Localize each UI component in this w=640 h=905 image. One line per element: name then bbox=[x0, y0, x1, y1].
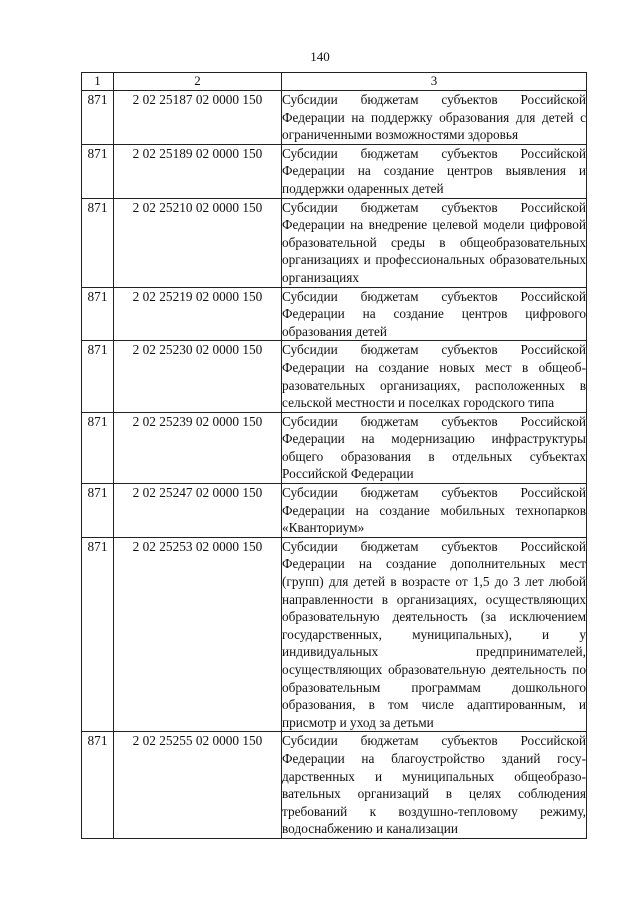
budget-code-cell: 2 02 25255 02 0000 150 bbox=[114, 732, 282, 839]
table-row bbox=[82, 341, 587, 412]
table-row bbox=[82, 91, 587, 145]
agency-code-cell: 871 bbox=[82, 341, 114, 412]
table-row bbox=[82, 144, 587, 198]
budget-code-cell: 2 02 25210 02 0000 150 bbox=[114, 198, 282, 287]
table-row bbox=[82, 732, 587, 839]
budget-code-cell: 2 02 25189 02 0000 150 bbox=[114, 144, 282, 198]
description-cell: Субсидии бюджетам субъектов Российской Федерации на создание центров выявления и поддержки одаренных детей bbox=[282, 144, 587, 198]
budget-code-cell: 2 02 25253 02 0000 150 bbox=[114, 537, 282, 732]
table-row bbox=[82, 484, 587, 538]
description-cell: Субсидии бюджетам субъектов Российской Федерации на создание дополнительных мест (групп) для детей в возрасте от 1,5 до 3 лет любой направленности в организациях, осуществляющих образовательную деятельность (за исключением государственных, муниципальных), и у индивидуальных предпринимателей, осуществляющих образовательную деятельность по образовательным программам дошкольного образования, в том числе адаптированным, и присмотр и уход за детьми bbox=[282, 537, 587, 732]
description-cell: Субсидии бюджетам субъектов Российской Федерации на создание центров цифрового образования детей bbox=[282, 287, 587, 341]
description-cell: Субсидии бюджетам субъектов Российской Федерации на поддержку образования для детей с ограниченными возможностями здоровья bbox=[282, 91, 587, 145]
budget-classification-table bbox=[81, 72, 587, 839]
agency-code-cell: 871 bbox=[82, 732, 114, 839]
agency-code-cell: 871 bbox=[82, 537, 114, 732]
table-body bbox=[82, 73, 587, 839]
agency-code-cell: 871 bbox=[82, 198, 114, 287]
table-row bbox=[82, 198, 587, 287]
table-row bbox=[82, 287, 587, 341]
budget-code-cell: 2 02 25239 02 0000 150 bbox=[114, 412, 282, 483]
description-cell: Субсидии бюджетам субъектов Российской Федерации на благоустройство зданий государственных и муниципальных общеобразовательных организаций в целях соблюдения требований к воздушно-тепловому режиму, водоснабжению и канализации bbox=[282, 732, 587, 839]
agency-code-cell: 871 bbox=[82, 91, 114, 145]
table-row bbox=[82, 412, 587, 483]
header-row bbox=[82, 73, 587, 91]
description-cell: Субсидии бюджетам субъектов Российской Федерации на создание мобильных технопарков «Кванториум» bbox=[282, 484, 587, 538]
description-cell: Субсидии бюджетам субъектов Российской Федерации на внедрение целевой модели цифровой образовательной среды в общеобразовательных организациях и профессиональных образовательных организациях bbox=[282, 198, 587, 287]
page-number: 140 bbox=[310, 49, 330, 64]
column-header-3: 3 bbox=[282, 73, 587, 91]
agency-code-cell: 871 bbox=[82, 144, 114, 198]
description-cell: Субсидии бюджетам субъектов Российской Федерации на модернизацию инфраструктуры общего образования в отдельных субъектах Российской Федерации bbox=[282, 412, 587, 483]
table-row bbox=[82, 537, 587, 732]
budget-code-cell: 2 02 25247 02 0000 150 bbox=[114, 484, 282, 538]
budget-code-cell: 2 02 25230 02 0000 150 bbox=[114, 341, 282, 412]
agency-code-cell: 871 bbox=[82, 412, 114, 483]
column-header-1: 1 bbox=[82, 73, 114, 91]
agency-code-cell: 871 bbox=[82, 484, 114, 538]
description-cell: Субсидии бюджетам субъектов Российской Федерации на создание новых мест в общеобразовательных организациях, расположенных в сельской местности и поселках городского типа bbox=[282, 341, 587, 412]
budget-code-cell: 2 02 25219 02 0000 150 bbox=[114, 287, 282, 341]
agency-code-cell: 871 bbox=[82, 287, 114, 341]
budget-code-cell: 2 02 25187 02 0000 150 bbox=[114, 91, 282, 145]
column-header-2: 2 bbox=[114, 73, 282, 91]
